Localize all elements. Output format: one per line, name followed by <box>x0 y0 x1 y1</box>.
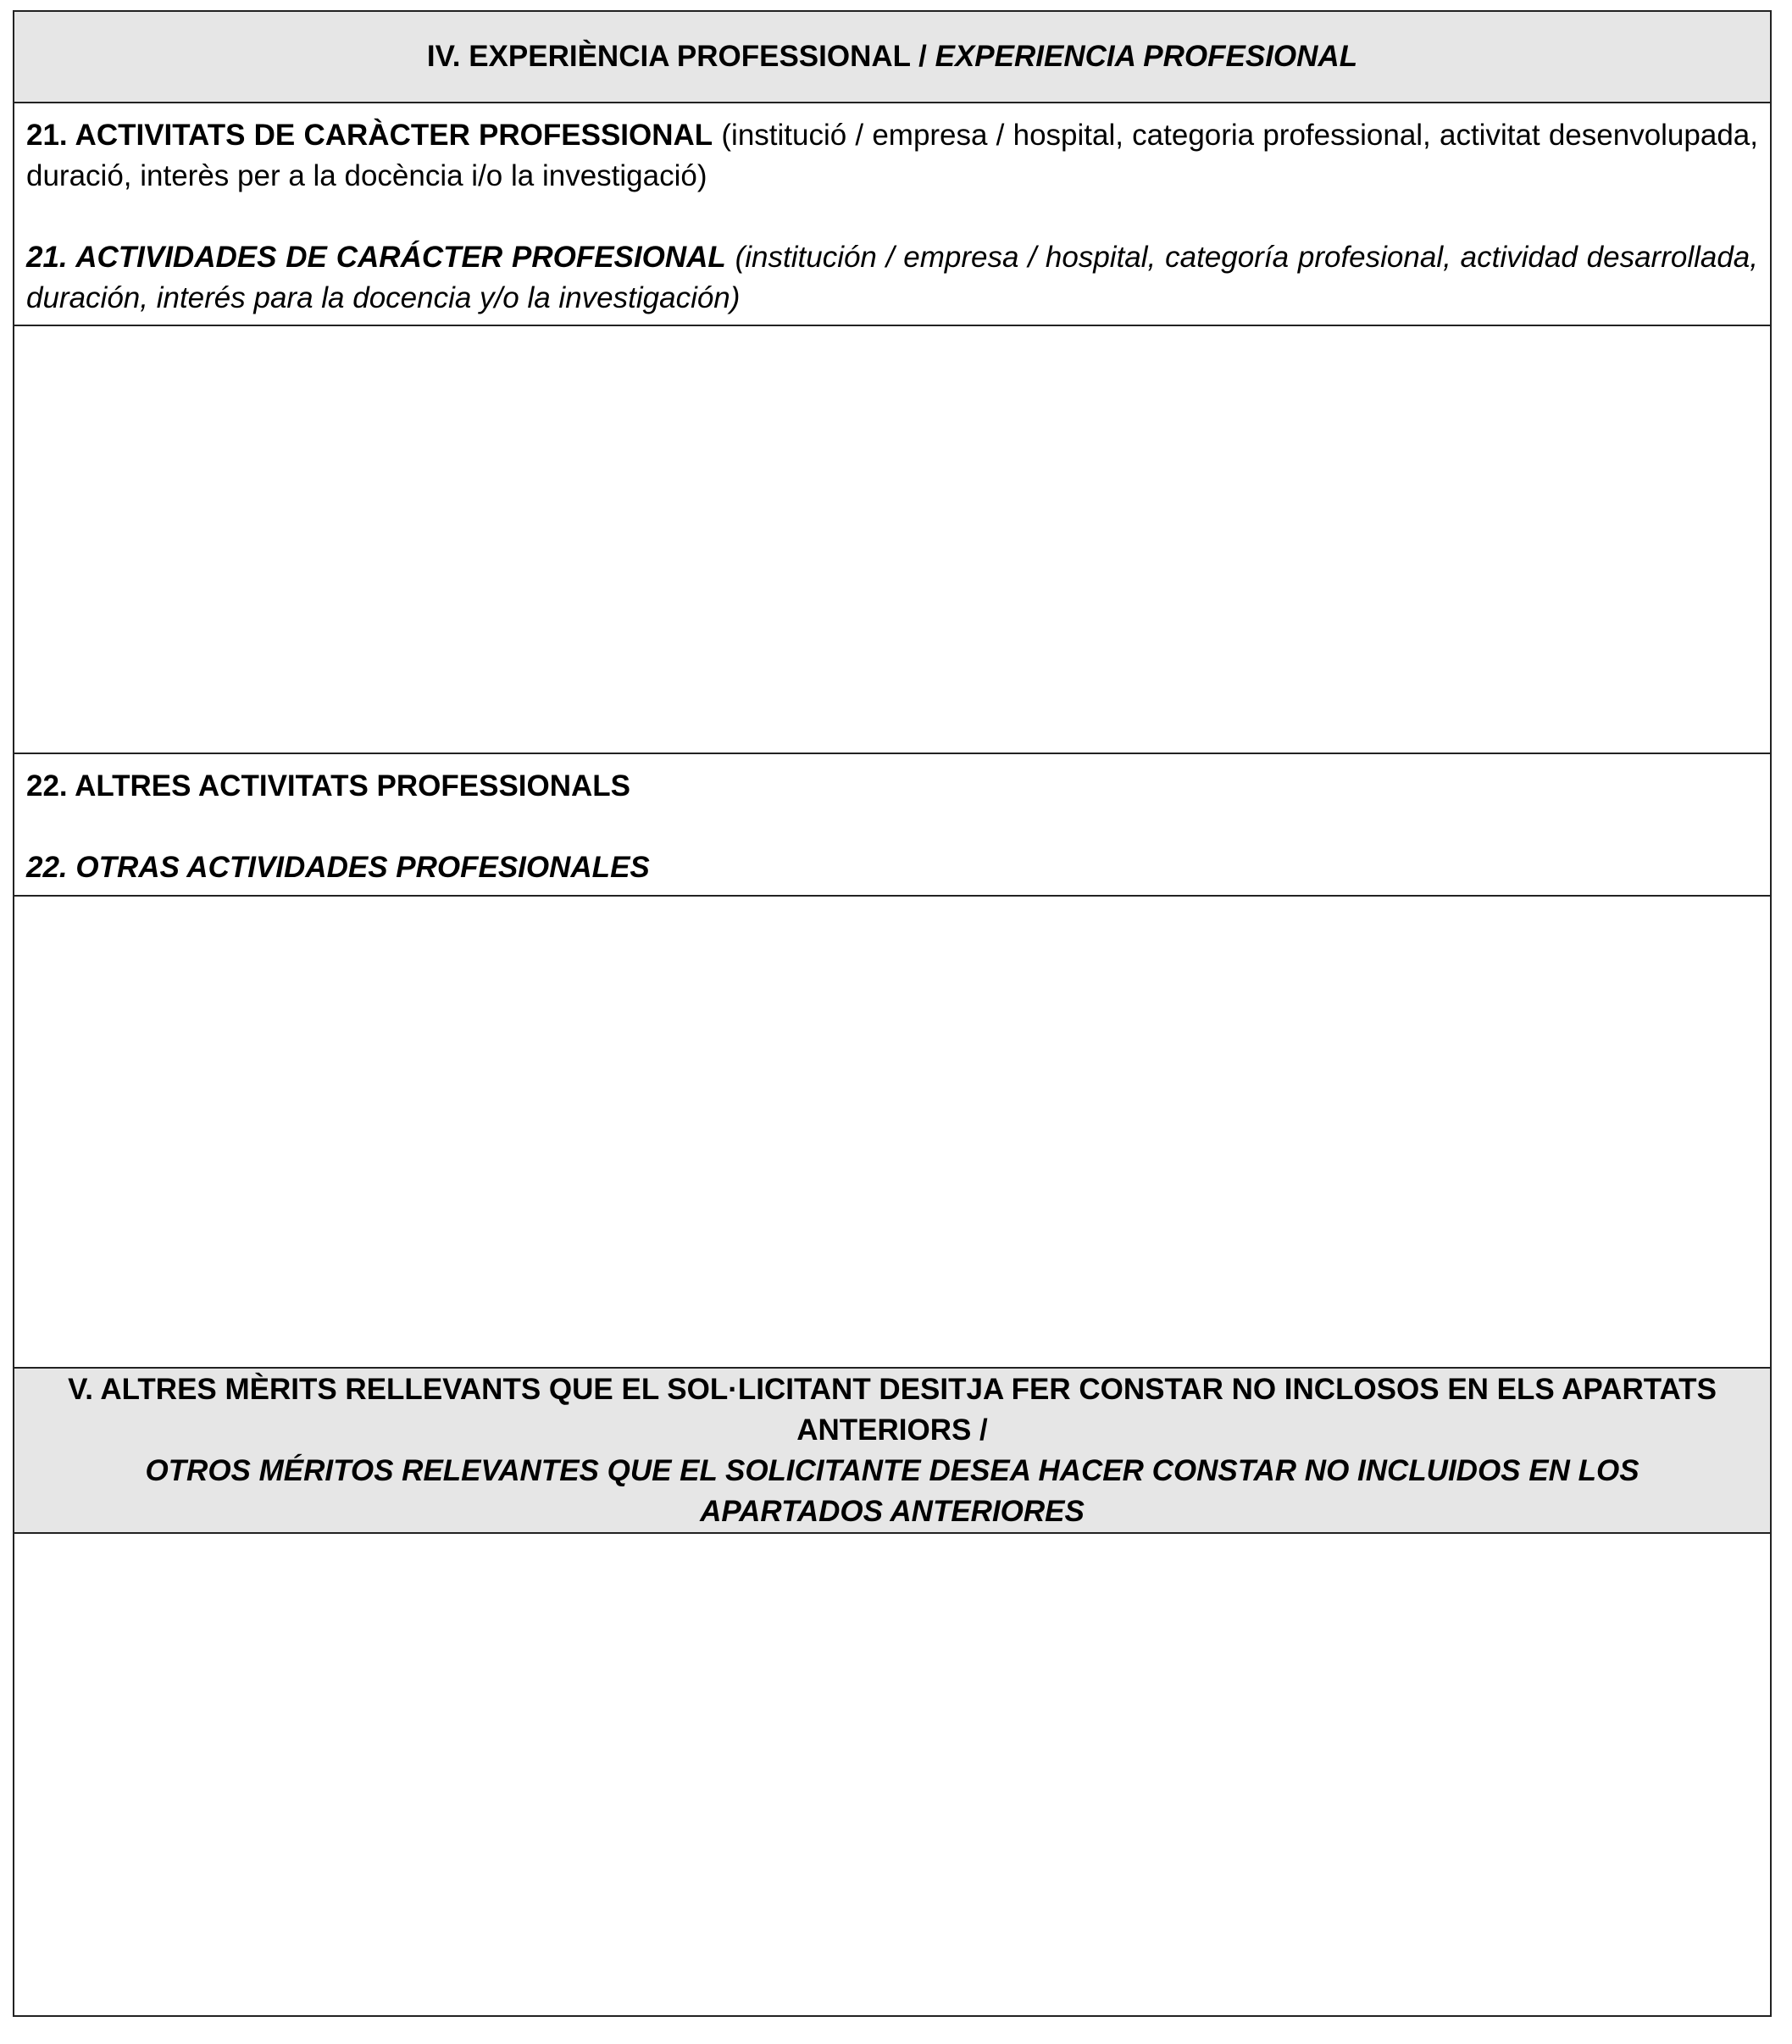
section-v-header <box>14 1369 1770 1534</box>
item-21-desc-es: (institución / empresa / hospital, categoría profesional, actividad desarrollada, duración, interés para la docencia y/o la investigación) <box>26 241 1758 314</box>
item-21-desc-ca: (institució / empresa / hospital, categoria professional, activitat desenvolupada, duració, interès per a la docència i/o la investigació) <box>26 119 1758 192</box>
section-iv-header <box>14 12 1770 103</box>
item-21-ca <box>14 103 1770 197</box>
section-v-title-ca: V. ALTRES MÈRITS RELLEVANTS QUE EL SOL·LICITANT DESITJA FER CONSTAR NO INCLOSOS EN ELS APARTATS ANTERIORS / <box>68 1372 1717 1447</box>
section-iv-title-ca: IV. EXPERIÈNCIA PROFESSIONAL / <box>426 40 927 73</box>
item-21-header <box>14 103 1770 326</box>
item-21-es <box>14 197 1770 319</box>
item-22-answer-field[interactable] <box>14 897 1770 1369</box>
item-22-header <box>14 754 1770 897</box>
item-22-title-es: 22. OTRAS ACTIVIDADES PROFESIONALES <box>26 851 650 884</box>
form-table <box>13 10 1772 2017</box>
item-21-answer-field[interactable] <box>14 326 1770 754</box>
item-22-title-ca: 22. ALTRES ACTIVITATS PROFESSIONALS <box>26 769 631 803</box>
item-21-title-es: 21. ACTIVIDADES DE CARÁCTER PROFESIONAL <box>26 241 726 274</box>
section-iv-title-es: EXPERIENCIA PROFESIONAL <box>935 40 1358 73</box>
section-v-answer-field[interactable] <box>14 1534 1770 2015</box>
item-21-title-ca: 21. ACTIVITATS DE CARÀCTER PROFESSIONAL <box>26 119 713 152</box>
section-iv-title <box>427 36 1357 77</box>
section-v-title-es: OTROS MÉRITOS RELEVANTES QUE EL SOLICITANTE DESEA HACER CONSTAR NO INCLUIDOS EN LOS APARTADOS ANTERIORES <box>145 1453 1639 1528</box>
